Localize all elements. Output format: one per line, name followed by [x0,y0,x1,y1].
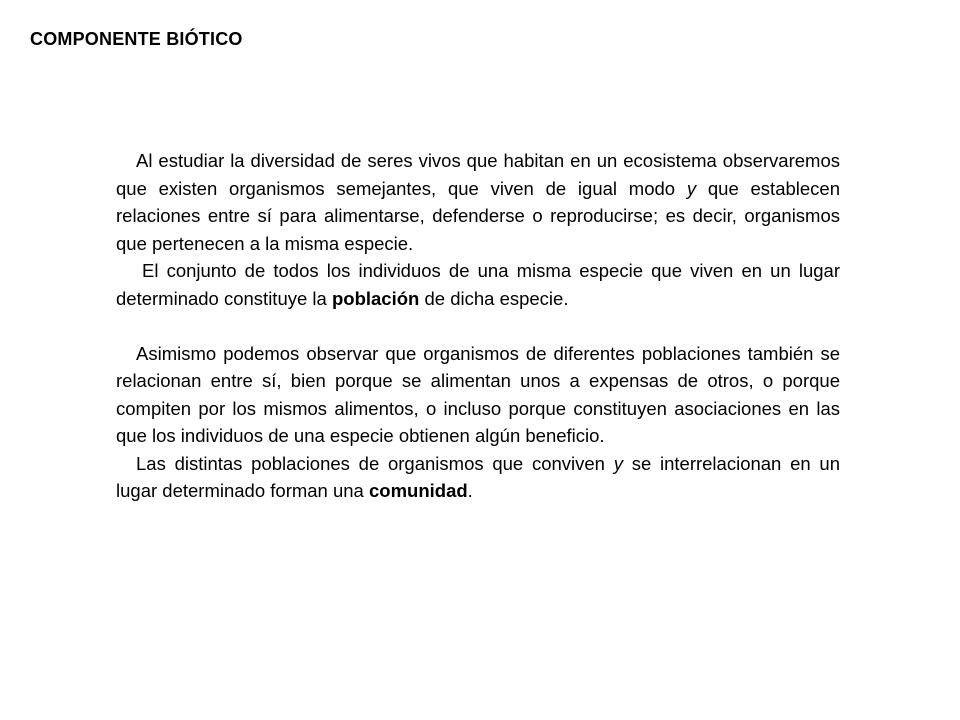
paragraph-species-italic-y: y [686,177,697,199]
paragraph-community-text-c: . [467,480,473,501]
paragraph-community-text-a: Las distintas poblaciones de organismos que conviven [136,452,614,474]
page-title: COMPONENTE BIÓTICO [30,29,243,49]
paragraph-relations [116,340,840,450]
term-poblacion: población [331,287,420,309]
paragraph-species-text-a: Al estudiar la diversidad de seres vivos que habitan en un ecosistema observaremos que existen organismos semejantes, que viven de igual modo [116,150,840,199]
paragraph-relations-text: Asimismo podemos observar que organismos de diferentes poblaciones también se relacionan entre sí, bien porque se alimentan unos a expensas de otros, o porque compiten por los mismos alimentos, o incluso porque constituyen asociaciones en las que los individuos de una especie obtienen algún beneficio. [116,342,840,446]
paragraph-community-text-b: se interrelacionan en un lugar determinado forman una [116,452,840,501]
paragraph-population [116,257,840,312]
paragraph-spacer [116,312,840,340]
paragraph-community-italic-y: y [613,452,623,474]
paragraph-species [116,147,840,257]
term-comunidad: comunidad [368,480,468,501]
paragraph-species-text-b: que establecen relaciones entre sí para alimentarse, defenderse o reproducirse; es decir, organismos que pertenecen a la misma especie. [116,177,840,254]
paragraph-population-text-b: de dicha especie. [419,287,569,309]
paragraph-community [116,450,840,505]
body-text [116,147,840,505]
paragraph-population-text-a: El conjunto de todos los individuos de una misma especie que viven en un lugar determinado constituye la [116,260,840,309]
